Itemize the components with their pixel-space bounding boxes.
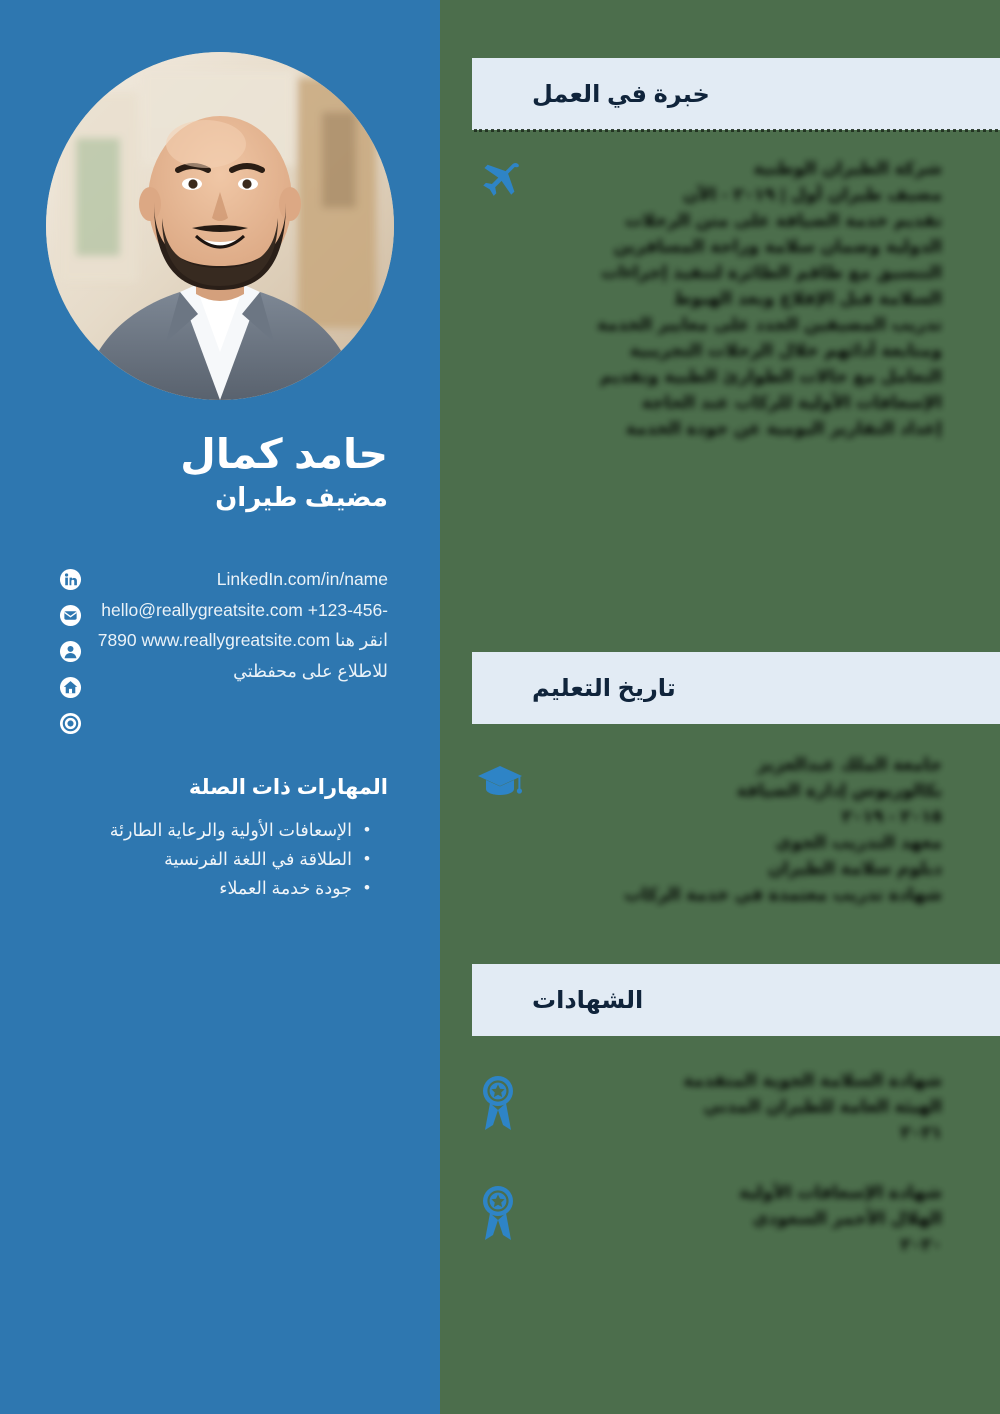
graduation-cap-icon [476,758,524,806]
redacted-line: ٢٠١٥ - ٢٠١٩ [841,807,942,826]
certification-entry-1-redacted [542,1068,942,1146]
award-ribbon-icon [478,1072,518,1134]
contact-line-website[interactable]: 7890 www.reallygreatsite.com انقر هنا [97,630,388,650]
education-content-redacted [542,752,942,908]
redacted-line: ومتابعة أدائهم خلال الرحلات التجريبية [629,341,942,360]
redacted-line: جامعة الملك عبدالعزيز [757,755,942,774]
eye-icon[interactable] [59,712,82,735]
redacted-line: الإسعافات الأولية للركاب عند الحاجة [641,393,942,412]
section-divider-work-experience [474,129,998,132]
contact-block [0,560,440,725]
left-sidebar-panel [0,0,440,1414]
redacted-line: ٢٠٢٠ [900,1235,942,1254]
redacted-line: بكالوريوس إدارة الضيافة [736,781,942,800]
identity-block [0,432,440,513]
work-experience-content-redacted [542,156,942,442]
contact-line-linkedin[interactable]: LinkedIn.com/in/name [216,569,388,589]
redacted-line: ٢٠٢١ [900,1123,942,1142]
section-header-work-experience [472,58,1000,130]
redacted-line: شهادة تدريب معتمدة في خدمة الركاب [624,885,942,904]
redacted-line: مضيف طيران أول | ٢٠١٩ - الآن [683,185,942,204]
redacted-line: معهد التدريب الجوي [775,833,942,852]
redacted-line: الهيئة العامة للطيران المدني [703,1097,942,1116]
section-header-education [472,652,1000,724]
contact-text-column [86,564,388,686]
contact-line-email-phone[interactable]: hello@reallygreatsite.com +123-456- [101,599,388,620]
contact-icon-column [52,568,82,735]
redacted-line: إعداد التقارير اليومية عن جودة الخدمة [625,419,942,438]
skills-block [0,775,440,905]
home-icon[interactable] [59,676,82,699]
skills-title: المهارات ذات الصلة [188,776,388,799]
linkedin-icon[interactable] [59,568,82,591]
award-ribbon-icon [478,1182,518,1244]
airplane-icon [476,158,524,206]
profile-photo [46,52,394,400]
full-name: حامد كمال [180,431,388,477]
portrait-illustration [46,52,394,400]
skills-list [40,818,388,901]
redacted-line: الهلال الأحمر السعودي [752,1209,942,1228]
redacted-line: تقديم خدمة الضيافة على متن الرحلات [625,211,942,230]
redacted-line: تدريب المضيفين الجدد على معايير الخدمة [596,315,942,334]
section-title-education: تاريخ التعليم [532,674,676,702]
redacted-line: شركة الطيران الوطنية [753,159,942,178]
skill-item: • الطلاقة في اللغة الفرنسية [40,847,370,872]
certification-entry-2-redacted [542,1180,942,1258]
skill-item: • جودة خدمة العملاء [40,876,370,901]
contact-line-portfolio[interactable]: للاطلاع على محفظتي [233,660,388,681]
user-icon[interactable] [59,640,82,663]
section-title-work-experience: خبرة في العمل [532,80,710,108]
skill-item: • الإسعافات الأولية والرعاية الطارئة [40,818,370,843]
section-title-certifications: الشهادات [532,986,644,1014]
redacted-line: شهادة الإسعافات الأولية [739,1183,942,1202]
redacted-line: دبلوم سلامة الطيران [768,859,942,878]
email-icon[interactable] [59,604,82,627]
redacted-line: شهادة السلامة الجوية المتقدمة [683,1071,942,1090]
job-title: مضيف طيران [215,481,388,512]
section-header-certifications [472,964,1000,1036]
redacted-line: التنسيق مع طاقم الطائرة لتنفيذ إجراءات [601,263,942,282]
redacted-line: التعامل مع حالات الطوارئ الطبية وتقديم [599,367,942,386]
redacted-line: الدولية وضمان سلامة وراحة المسافرين [613,237,942,256]
main-content-panel [440,0,1000,1414]
redacted-line: السلامة قبل الإقلاع وبعد الهبوط [673,289,942,308]
